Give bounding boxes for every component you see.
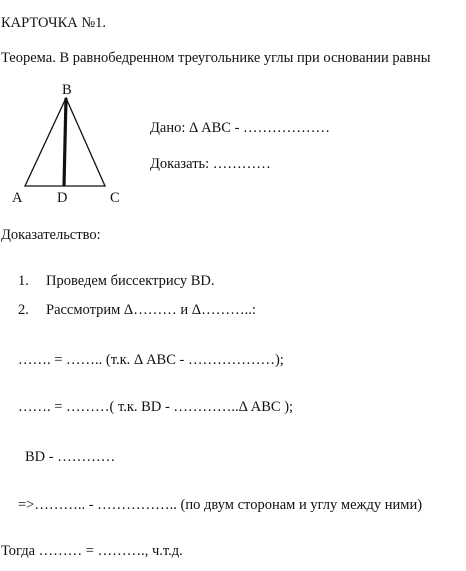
step-number: 2. <box>18 302 29 318</box>
vertex-c-label: C <box>110 190 120 206</box>
triangle-figure <box>0 78 135 208</box>
bisector-bd <box>64 98 66 186</box>
proof-conclusion: Тогда ……… = ………., ч.т.д. <box>1 543 183 559</box>
given-statement: Дано: Δ АВС - ……………… <box>150 120 331 136</box>
proof-line-4: =>……….. - …………….. (по двум сторонам и углу между ними) <box>18 497 423 513</box>
step-number: 1. <box>18 273 29 289</box>
vertex-d-label: D <box>57 190 68 206</box>
card-title: КАРТОЧКА №1. <box>1 15 107 31</box>
proof-line-3: BD - ………… <box>25 449 116 465</box>
step-text: Рассмотрим Δ……… и Δ………..: <box>46 302 256 318</box>
prove-statement: Доказать: ………… <box>150 156 271 172</box>
vertex-b-label: B <box>62 82 72 98</box>
proof-step-2 <box>18 301 256 319</box>
theorem-statement: Теорема. В равнобедренном треугольнике углы при основании равны <box>1 50 431 66</box>
proof-heading: Доказательство: <box>1 227 101 243</box>
proof-line-1: ……. = …….. (т.к. Δ АВС - ………………); <box>18 352 284 368</box>
proof-step-1 <box>18 272 215 290</box>
proof-line-2: ……. = ………( т.к. BD - …………..Δ АВС ); <box>18 399 294 415</box>
vertex-a-label: A <box>12 190 23 206</box>
step-text: Проведем биссектрису BD. <box>46 273 215 289</box>
